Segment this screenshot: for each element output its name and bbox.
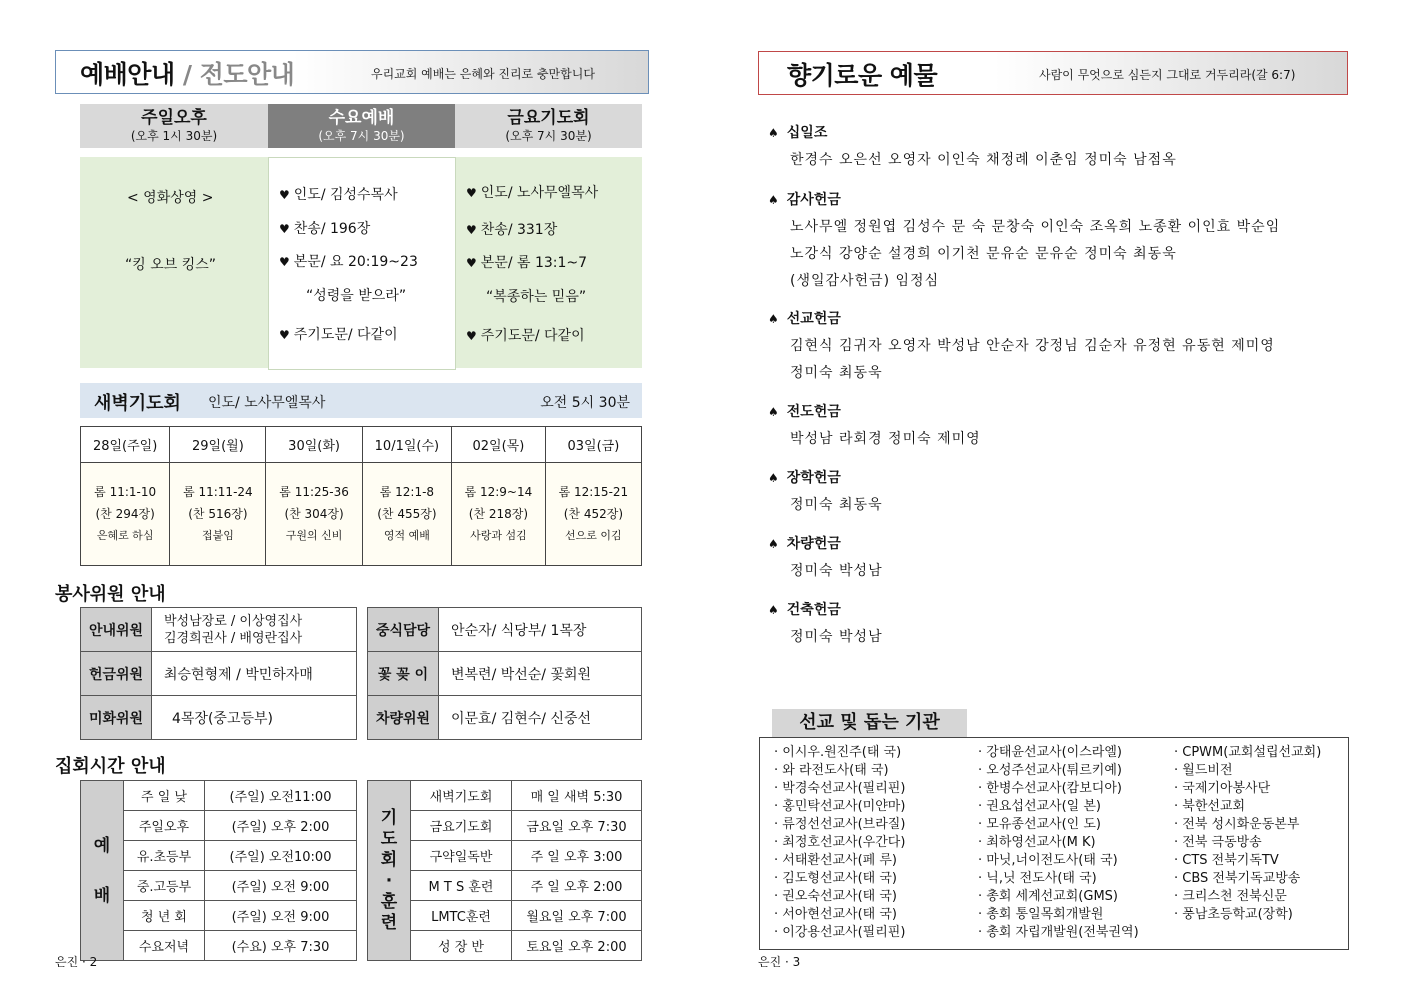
- offering-heading: ♠ 건축헌금: [768, 602, 841, 618]
- mission-item: · 최하영선교사(M K): [978, 835, 1096, 850]
- mission-item: · 마닛,너이전도사(태 국): [978, 853, 1118, 868]
- worship-title-a: 예배안내: [80, 60, 175, 89]
- mission-item: · 전북 극동방송: [1174, 835, 1262, 850]
- mission-item: · 총회 자립개발원(전북권역): [978, 925, 1139, 940]
- missions-col-2: [978, 744, 1139, 942]
- mission-item: · CBS 전북기독교방송: [1174, 871, 1301, 886]
- prayer-name: M T S 훈련: [411, 871, 512, 901]
- dawn-schedule-table: [80, 426, 642, 566]
- wed-line: ♥ 인도/ 김성수목사: [279, 187, 398, 203]
- mission-item: · 홍민탁선교사(미얀마): [774, 799, 906, 814]
- wed-line: ♥ 본문/ 요 20:19~23: [279, 254, 418, 270]
- wed-line: ♥ 찬송/ 196장: [279, 221, 371, 237]
- worship-name: 주 일 낮: [124, 781, 205, 811]
- mission-item: · 오성주선교사(튀르키예): [978, 763, 1122, 778]
- missions-col-1: [774, 744, 905, 942]
- missions-title: 선교 및 돕는 기관: [772, 709, 967, 737]
- prayer-name: 새벽기도회: [411, 781, 512, 811]
- vol-label: 안내위원: [81, 608, 152, 652]
- worship-name: 유.초등부: [124, 841, 205, 871]
- mission-item: · 모유종선교사(인 도): [978, 817, 1102, 832]
- offering-verse: 사람이 무엇으로 심든지 그대로 거두리라(갈 6:7): [1039, 68, 1296, 82]
- worship-time: (주일) 오전 9:00: [205, 871, 357, 901]
- heart-icon: ♥: [279, 255, 290, 269]
- mission-item: · 크리스천 전북신문: [1174, 889, 1287, 904]
- heart-icon: ♥: [466, 186, 477, 200]
- missions-col-3: [1174, 744, 1321, 924]
- worship-name: 청 년 회: [124, 901, 205, 931]
- mission-item: · 국제기아봉사단: [1174, 781, 1271, 796]
- dawn-leader: 인도/ 노사무엘목사: [208, 395, 326, 411]
- movie-title: “킹 오브 킹스”: [125, 257, 217, 273]
- heart-icon: ♥: [279, 328, 290, 342]
- dawn-cell: 롬 12:15-21 (찬 452장) 선으로 이김: [545, 463, 641, 566]
- fri-line: ♥ 주기도문/ 다같이: [466, 328, 585, 344]
- service-sunday-head: 주일오후 (오후 1시 30분): [80, 104, 268, 148]
- offering-names: (생일감사헌금) 임정심: [790, 273, 940, 289]
- wed-line: ♥ 주기도문/ 다같이: [279, 327, 398, 343]
- offering-title-box: [758, 51, 1348, 95]
- volunteer-title: 봉사위원 안내: [55, 584, 166, 605]
- worship-name: 주일오후: [124, 811, 205, 841]
- fri-sermon-title: “복종하는 믿음”: [486, 289, 587, 305]
- movie-label: < 영화상영 >: [127, 190, 214, 206]
- mission-item: · 월드비전: [1174, 763, 1233, 778]
- mission-item: · 권오숙선교사(태 국): [774, 889, 898, 904]
- mission-item: · 닉,닛 전도사(태 국): [978, 871, 1097, 886]
- fri-line: ♥ 인도/ 노사무엘목사: [466, 185, 599, 201]
- heart-icon: ♥: [279, 222, 290, 236]
- offering-names: 박성남 라회경 정미숙 제미영: [790, 431, 981, 447]
- worship-time: (주일) 오전10:00: [205, 841, 357, 871]
- dawn-prayer-bar: [80, 383, 642, 418]
- title-separator: /: [182, 60, 192, 89]
- spade-icon: ♠: [768, 193, 779, 207]
- heart-icon: ♥: [466, 256, 477, 270]
- heart-icon: ♥: [279, 188, 290, 202]
- mission-item: · 북한선교회: [1174, 799, 1246, 814]
- sunday-service-panel: [80, 157, 268, 368]
- dawn-time: 오전 5시 30분: [540, 395, 630, 411]
- mission-item: · 이시우.원진주(태 국): [774, 745, 902, 760]
- mission-item: · 와 라전도사(태 국): [774, 763, 889, 778]
- meeting-title: 집회시간 안내: [55, 756, 166, 777]
- spade-icon: ♠: [768, 537, 779, 551]
- offering-heading: ♠ 장학헌금: [768, 470, 841, 486]
- heart-icon: ♥: [466, 223, 477, 237]
- dawn-date: 30일(화): [266, 427, 362, 463]
- prayer-name: 구약일독반: [411, 841, 512, 871]
- mission-item: · 서태환선교사(페 루): [774, 853, 898, 868]
- dawn-date: 28일(주일): [81, 427, 170, 463]
- worship-title-box: [55, 50, 649, 94]
- service-friday-head: 금요기도회 (오후 7시 30분): [455, 104, 642, 148]
- volunteer-table-left: [80, 607, 357, 740]
- vol-label: 미화위원: [81, 696, 152, 740]
- volunteer-table-right: [367, 607, 642, 740]
- vol-value: 이문효/ 김현수/ 신중선: [439, 696, 642, 740]
- prayer-time: 주 일 오후 3:00: [512, 841, 642, 871]
- vol-value: 박성남장로 / 이상영집사 김경희권사 / 배영란집사: [152, 608, 357, 652]
- missions-box: [759, 737, 1349, 950]
- mission-item: · 류정선선교사(브라질): [774, 817, 906, 832]
- worship-title: [80, 55, 294, 91]
- mission-item: · 풍남초등학교(장학): [1174, 907, 1293, 922]
- worship-times-table: [80, 780, 357, 961]
- wed-sermon-title: “성령을 받으라”: [306, 288, 407, 304]
- prayer-time: 월요일 오후 7:00: [512, 901, 642, 931]
- mission-item: · CPWM(교회설립선교회): [1174, 745, 1322, 760]
- prayer-time: 토요일 오후 2:00: [512, 931, 642, 961]
- offering-title: 향기로운 예물: [787, 61, 938, 90]
- friday-service-panel: [456, 157, 642, 368]
- worship-name: 수요저녁: [124, 931, 205, 961]
- vol-value: 4목장(중고등부): [152, 696, 357, 740]
- vol-label: 헌금위원: [81, 652, 152, 696]
- prayer-side-label: 기 도 회 · 훈 련: [368, 781, 411, 961]
- service-wednesday-head: 수요예배 (오후 7시 30분): [268, 104, 455, 148]
- mission-item: · 총회 세계선교회(GMS): [978, 889, 1118, 904]
- dawn-date: 29일(월): [170, 427, 266, 463]
- dawn-date: 10/1일(수): [362, 427, 451, 463]
- dawn-title: 새벽기도회: [94, 393, 181, 414]
- offering-names: 노강식 강양순 설경희 이기천 문유순 문유순 정미숙 최동욱: [790, 246, 1177, 262]
- mission-item: · 김도형선교사(태 국): [774, 871, 898, 886]
- worship-name: 중.고등부: [124, 871, 205, 901]
- heart-icon: ♥: [466, 329, 477, 343]
- worship-tagline: 우리교회 예배는 은혜와 진리로 충만합니다: [371, 67, 595, 81]
- spade-icon: ♠: [768, 126, 779, 140]
- prayer-times-table: [367, 780, 642, 961]
- page-number-left: 은진 · 2: [55, 955, 98, 969]
- spade-icon: ♠: [768, 312, 779, 326]
- service-header: [80, 104, 642, 148]
- wednesday-service-panel: [268, 157, 456, 370]
- dawn-cell: 롬 12:1-8 (찬 455장) 영적 예배: [362, 463, 451, 566]
- prayer-name: 금요기도회: [411, 811, 512, 841]
- offering-names: 정미숙 박성남: [790, 563, 883, 579]
- dawn-cell: 롬 12:9~14 (찬 218장) 사랑과 섬김: [452, 463, 546, 566]
- offering-heading: ♠ 차량헌금: [768, 536, 841, 552]
- mission-item: · 한병수선교사(캄보디아): [978, 781, 1122, 796]
- vol-label: 중식담당: [368, 608, 439, 652]
- mission-item: · 박경숙선교사(필리핀): [774, 781, 906, 796]
- worship-time: (수요) 오후 7:30: [205, 931, 357, 961]
- fri-line: ♥ 본문/ 롬 13:1~7: [466, 255, 588, 271]
- mission-item: · 전북 성시화운동본부: [1174, 817, 1300, 832]
- dawn-date: 02일(목): [452, 427, 546, 463]
- dawn-cell: 롬 11:1-10 (찬 294장) 은혜로 하심: [81, 463, 170, 566]
- offering-names: 노사무엘 정원엽 김성수 문 숙 문창숙 이인숙 조옥희 노종환 이인효 박순임: [790, 219, 1281, 235]
- vol-label: 차량위원: [368, 696, 439, 740]
- dawn-cell: 롬 11:11-24 (찬 516장) 접붙임: [170, 463, 266, 566]
- prayer-time: 주 일 오후 2:00: [512, 871, 642, 901]
- spade-icon: ♠: [768, 471, 779, 485]
- spade-icon: ♠: [768, 405, 779, 419]
- vol-label: 꽃 꽂 이: [368, 652, 439, 696]
- prayer-time: 금요일 오후 7:30: [512, 811, 642, 841]
- offering-heading: ♠ 선교헌금: [768, 311, 841, 327]
- mission-item: · 총회 통일목회개발원: [978, 907, 1104, 922]
- worship-side-label: 예 배: [81, 781, 124, 961]
- prayer-name: 성 장 반: [411, 931, 512, 961]
- mission-item: · 강태윤선교사(이스라엘): [978, 745, 1122, 760]
- vol-value: 안순자/ 식당부/ 1목장: [439, 608, 642, 652]
- mission-item: · 최정호선교사(우간다): [774, 835, 906, 850]
- spade-icon: ♠: [768, 603, 779, 617]
- mission-item: · 이강용선교사(필리핀): [774, 925, 906, 940]
- offering-names: 김현식 김귀자 오영자 박성남 안순자 강정님 김순자 유정현 유동현 제미영: [790, 338, 1275, 354]
- dawn-cell: 롬 11:25-36 (찬 304장) 구원의 신비: [266, 463, 362, 566]
- vol-value: 최승현형제 / 박민하자매: [152, 652, 357, 696]
- offering-heading: ♠ 감사헌금: [768, 192, 841, 208]
- offering-names: 정미숙 최동욱: [790, 365, 883, 381]
- fri-line: ♥ 찬송/ 331장: [466, 222, 558, 238]
- offering-heading: ♠ 십일조: [768, 125, 828, 141]
- prayer-name: LMTC훈련: [411, 901, 512, 931]
- offering-names: 정미숙 최동욱: [790, 497, 883, 513]
- dawn-date: 03일(금): [545, 427, 641, 463]
- mission-item: · 서아현선교사(태 국): [774, 907, 898, 922]
- offering-names: 정미숙 박성남: [790, 629, 883, 645]
- prayer-time: 매 일 새벽 5:30: [512, 781, 642, 811]
- page-number-right: 은진 · 3: [758, 955, 801, 969]
- offering-heading: ♠ 전도헌금: [768, 404, 841, 420]
- offering-names: 한경수 오은선 오영자 이인숙 채정례 이춘임 정미숙 남점옥: [790, 152, 1177, 168]
- vol-value: 변복련/ 박선순/ 꽃회원: [439, 652, 642, 696]
- worship-time: (주일) 오후 2:00: [205, 811, 357, 841]
- mission-item: · CTS 전북기독TV: [1174, 853, 1279, 868]
- worship-time: (주일) 오전 9:00: [205, 901, 357, 931]
- worship-time: (주일) 오전11:00: [205, 781, 357, 811]
- worship-title-b: 전도안내: [199, 60, 295, 89]
- mission-item: · 권요섭선교사(일 본): [978, 799, 1102, 814]
